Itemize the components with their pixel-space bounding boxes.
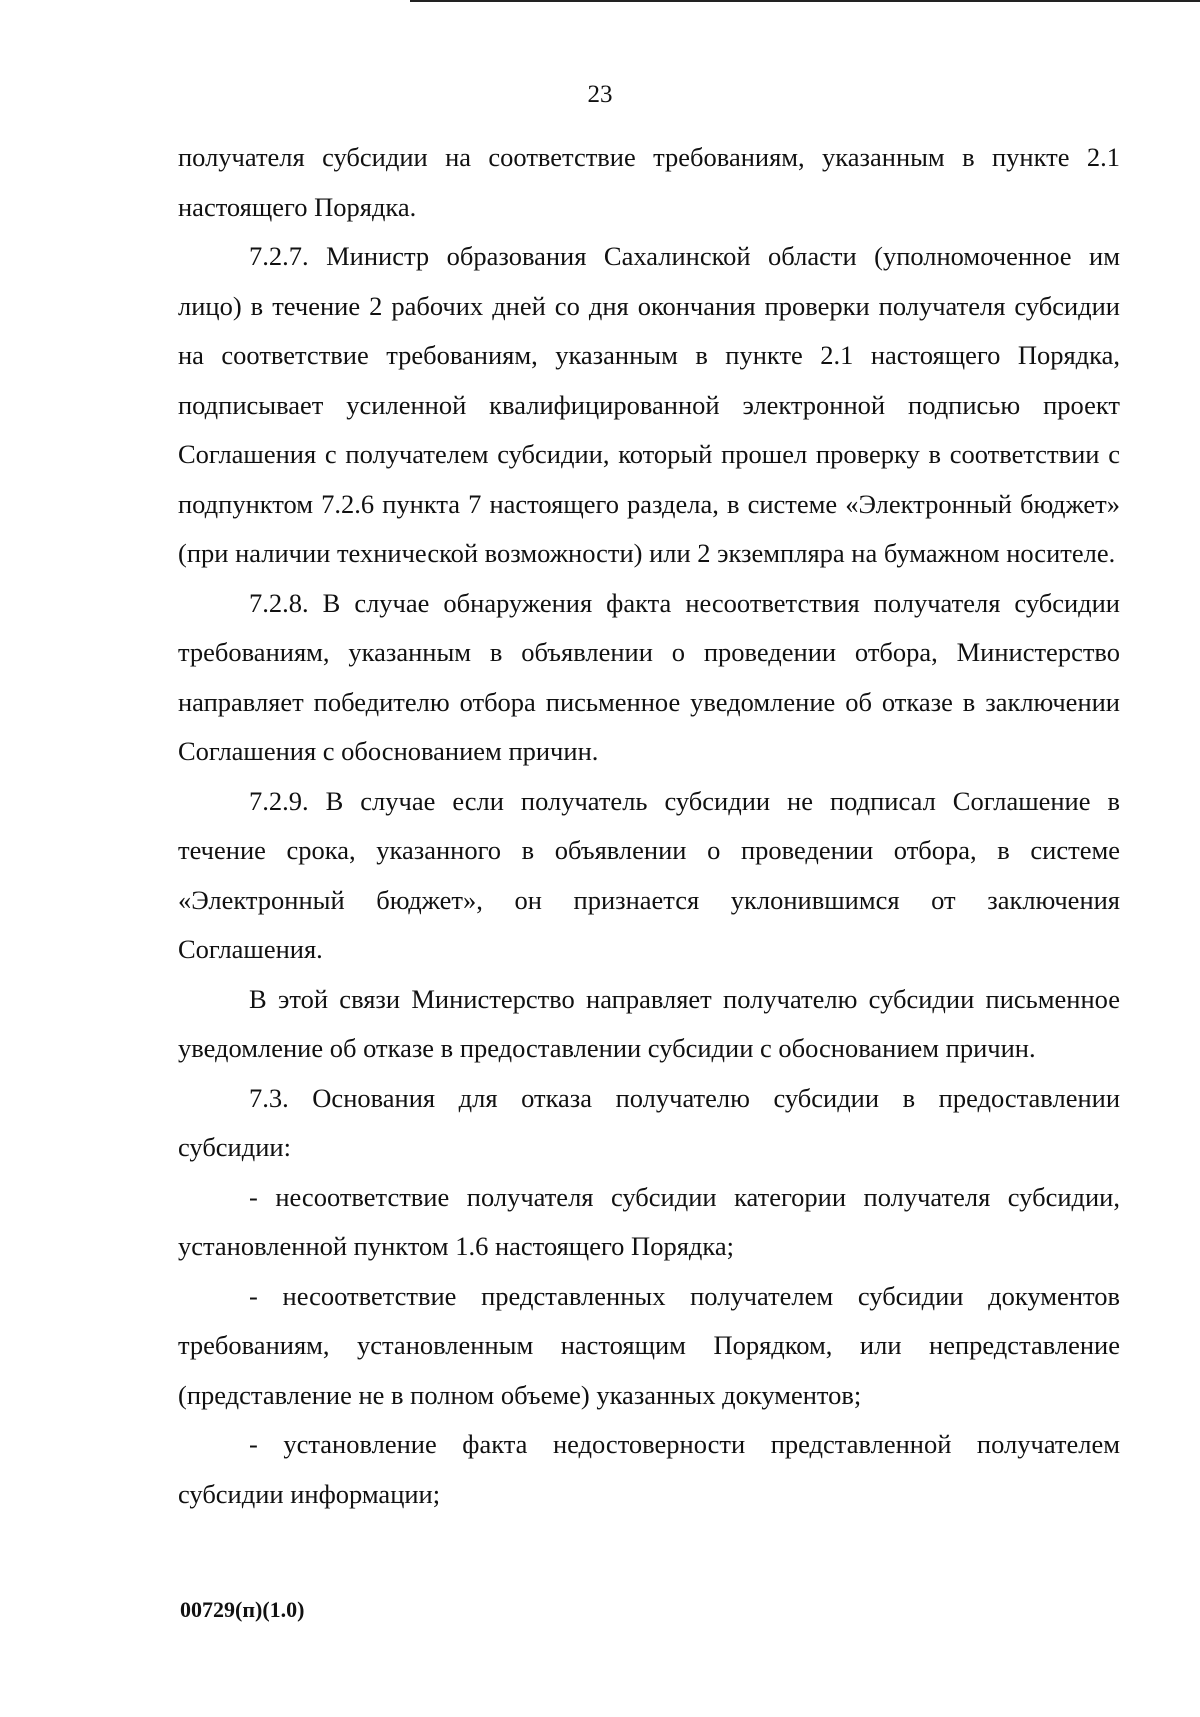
- paragraph-7-2-9: 7.2.9. В случае если получатель субсидии не подписал Соглашение в течение срока, указанного в объявлении о проведении отбора, в системе «Электронный бюджет», он признается уклонившимся от заключения Соглашения.: [178, 785, 1120, 964]
- document-body: [178, 133, 1120, 1519]
- paragraph-refusal-notice: В этой связи Министерство направляет получателю субсидии письменное уведомление об отказе в предоставлении субсидии с обоснованием причин.: [178, 983, 1120, 1063]
- paragraph-7-2-8: 7.2.8. В случае обнаружения факта несоответствия получателя субсидии требованиям, указанным в объявлении о проведении отбора, Министерство направляет победителю отбора письменное уведомление об отказе в заключении Соглашения с обоснованием причин.: [178, 587, 1120, 766]
- document-code: 00729(п)(1.0): [180, 1597, 305, 1622]
- list-item-category-mismatch: - несоответствие получателя субсидии категории получателя субсидии, установленной пунктом 1.6 настоящего Порядка;: [178, 1181, 1120, 1261]
- list-item-documents-mismatch: - несоответствие представленных получателем субсидии документов требованиям, установленным настоящим Порядком, или непредставление (представление не в полном объеме) указанных документов;: [178, 1280, 1120, 1410]
- paragraph-7-2-7: 7.2.7. Министр образования Сахалинской области (уполномоченное им лицо) в течение 2 рабочих дней со дня окончания проверки получателя субсидии на соответствие требованиям, указанным в пункте 2.1 настоящего Порядка, подписывает усиленной квалифицированной электронной подписью проект Соглашения с получателем субсидии, который прошел проверку в соответствии с подпунктом 7.2.6 пункта 7 настоящего раздела, в системе «Электронный бюджет» (при наличии технической возможности) или 2 экземпляра на бумажном носителе.: [178, 241, 1120, 568]
- list-item-false-information: - установление факта недостоверности представленной получателем субсидии информации;: [178, 1429, 1120, 1509]
- paragraph-7-3: 7.3. Основания для отказа получателю субсидии в предоставлении субсидии:: [178, 1082, 1120, 1162]
- top-rule: [410, 0, 1200, 2]
- page-number: 23: [587, 81, 613, 108]
- paragraph-continuation: получателя субсидии на соответствие требованиям, указанным в пункте 2.1 настоящего Порядка.: [178, 142, 1120, 222]
